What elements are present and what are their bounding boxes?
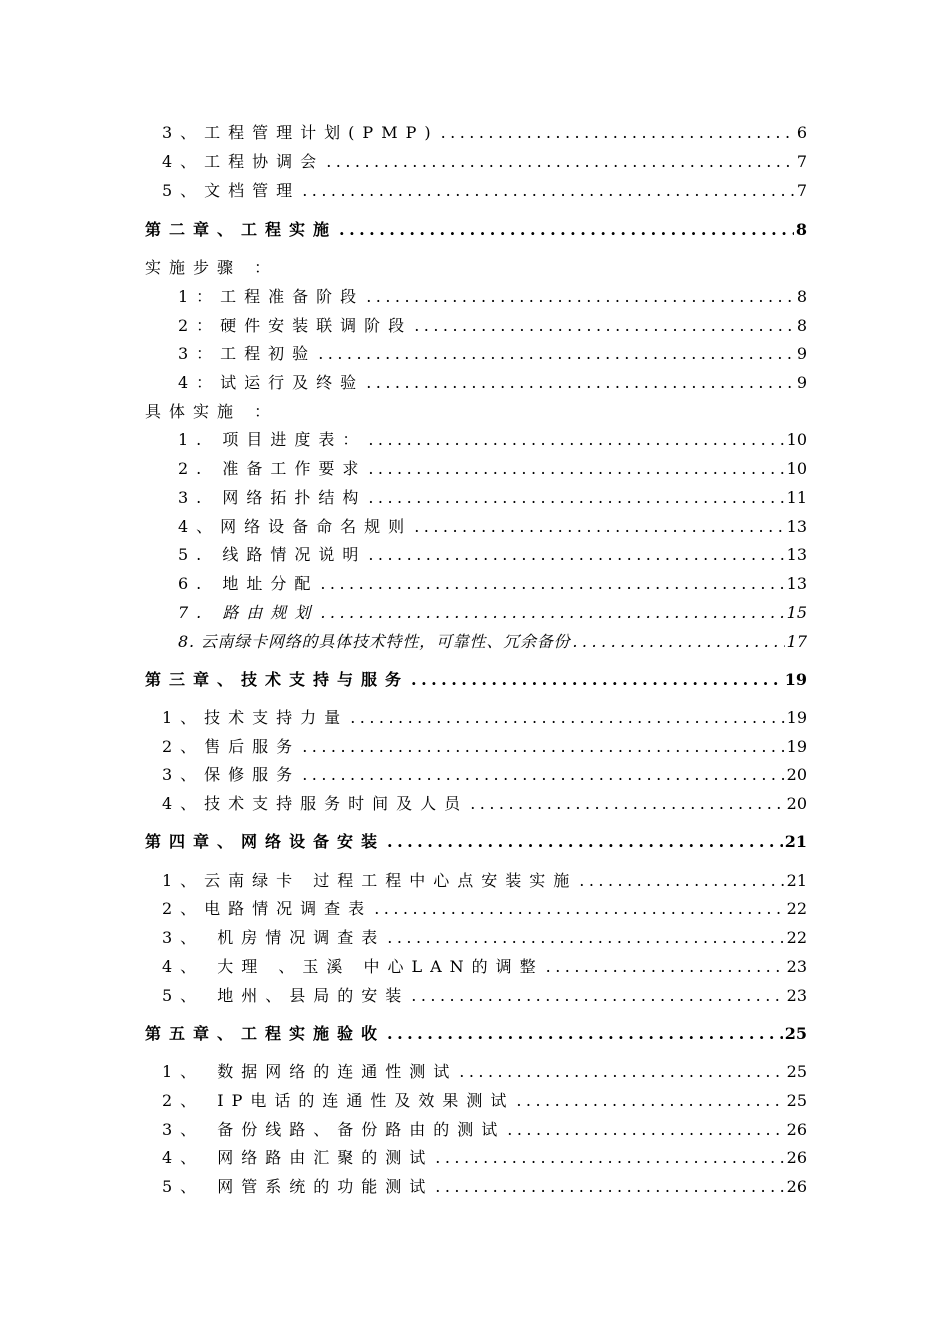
dot-leader <box>387 831 783 853</box>
dot-leader <box>366 372 795 394</box>
toc-entry-step-3[interactable] <box>178 343 807 365</box>
toc-entry-text: 1、 数据网络的连通性测试 <box>162 1062 458 1081</box>
toc-entry-text: 5、 网管系统的功能测试 <box>162 1177 434 1196</box>
toc-chapter-3[interactable] <box>145 669 807 691</box>
toc-entry-text: 8. 云南绿卡网络的具体技术特性，可靠性、冗余备份 <box>178 632 571 651</box>
toc-entry-ch5-5[interactable] <box>162 1176 807 1198</box>
toc-entry-text: 5. 线路情况说明 <box>178 545 367 564</box>
toc-entry-detail-1[interactable] <box>178 429 807 451</box>
dot-leader <box>318 343 795 365</box>
toc-page-number: 23 <box>786 986 807 1005</box>
dot-leader <box>374 898 784 920</box>
dot-leader <box>320 573 784 595</box>
dot-leader <box>579 870 784 892</box>
toc-entry-text: 4、 大理 、玉溪 中心LAN的调整 <box>162 957 544 976</box>
toc-entry-ch3-4[interactable] <box>162 793 807 815</box>
toc-entry-ch5-4[interactable] <box>162 1147 807 1169</box>
toc-entry-text: 1、云南绿卡 过程工程中心点安装实施 <box>162 871 578 890</box>
toc-entry-ch4-5[interactable] <box>162 985 807 1007</box>
toc-chapter-title: 第三章、技术支持与服务 <box>145 670 410 689</box>
toc-entry-detail-5[interactable] <box>178 544 807 566</box>
toc-entry-text: 3、工程管理计划(PMP) <box>162 123 439 142</box>
dot-leader <box>572 631 784 653</box>
dot-leader <box>302 764 784 786</box>
toc-entry-ch4-4[interactable] <box>162 956 807 978</box>
toc-entry-text: 3、 备份线路、备份路由的测试 <box>162 1120 506 1139</box>
toc-entry-ch4-2[interactable] <box>162 898 807 920</box>
toc-entry-ch1-5[interactable] <box>162 180 807 202</box>
toc-entry-detail-3[interactable] <box>178 487 807 509</box>
dot-leader <box>516 1090 784 1112</box>
toc-subheading-detail: 具体实施 ： <box>145 402 279 421</box>
dot-leader <box>414 516 784 538</box>
toc-chapter-4[interactable] <box>145 831 807 853</box>
toc-page-number: 9 <box>796 373 807 392</box>
toc-page-number: 7 <box>796 152 807 171</box>
dot-leader <box>302 736 784 758</box>
toc-page-number: 8 <box>796 316 807 335</box>
toc-entry-ch3-3[interactable] <box>162 764 807 786</box>
toc-page-number: 26 <box>786 1148 807 1167</box>
dot-leader <box>368 429 784 451</box>
dot-leader <box>387 1023 783 1045</box>
dot-leader <box>350 707 784 729</box>
toc-chapter-title: 第四章、网络设备安装 <box>145 832 386 851</box>
dot-leader <box>507 1119 784 1141</box>
toc-page-number: 17 <box>786 632 807 651</box>
dot-leader <box>302 180 795 202</box>
toc-page-number: 7 <box>796 181 807 200</box>
toc-entry-text: 5、文档管理 <box>162 181 301 200</box>
toc-entry-text: 4：试运行及终验 <box>178 373 365 392</box>
dot-leader <box>320 602 784 624</box>
toc-page-number: 13 <box>786 574 807 593</box>
toc-entry-ch3-1[interactable] <box>162 707 807 729</box>
toc-page-number: 22 <box>786 928 807 947</box>
dot-leader <box>411 669 783 691</box>
toc-page-number: 19 <box>786 708 807 727</box>
toc-entry-text: 4、网络设备命名规则 <box>178 517 413 536</box>
toc-page-number: 23 <box>786 957 807 976</box>
toc-entry-text: 3. 网络拓扑结构 <box>178 488 367 507</box>
toc-page-number: 11 <box>786 488 807 507</box>
toc-entry-ch3-2[interactable] <box>162 736 807 758</box>
toc-entry-detail-8[interactable] <box>178 631 807 653</box>
toc-page-number: 19 <box>786 737 807 756</box>
toc-entry-text: 4、 网络路由汇聚的测试 <box>162 1148 434 1167</box>
toc-page-number: 25 <box>784 1024 807 1043</box>
toc-page-number: 20 <box>786 794 807 813</box>
dot-leader <box>546 956 785 978</box>
toc-entry-text: 6. 地址分配 <box>178 574 319 593</box>
dot-leader <box>435 1176 784 1198</box>
toc-entry-ch1-3[interactable] <box>162 122 807 144</box>
toc-entry-text: 2、售后服务 <box>162 737 301 756</box>
dot-leader <box>368 544 784 566</box>
toc-page-number: 26 <box>786 1177 807 1196</box>
toc-entry-step-1[interactable] <box>178 286 807 308</box>
toc-entry-step-4[interactable] <box>178 372 807 394</box>
dot-leader <box>459 1061 784 1083</box>
toc-chapter-title: 第五章、工程实施验收 <box>145 1024 386 1043</box>
toc-page-number: 25 <box>786 1062 807 1081</box>
toc-entry-ch4-1[interactable] <box>162 870 807 892</box>
toc-page-number: 13 <box>786 517 807 536</box>
toc-entry-text: 2：硬件安装联调阶段 <box>178 316 413 335</box>
toc-entry-text: 7. 路由规划 <box>178 603 319 622</box>
toc-page-number: 19 <box>784 670 807 689</box>
toc-entry-text: 1：工程准备阶段 <box>178 287 365 306</box>
toc-page-number: 22 <box>786 899 807 918</box>
toc-page-number: 21 <box>786 871 807 890</box>
toc-entry-detail-7[interactable] <box>178 602 807 624</box>
toc-entry-text: 2. 准备工作要求 <box>178 459 367 478</box>
dot-leader <box>326 151 795 173</box>
toc-entry-ch1-4[interactable] <box>162 151 807 173</box>
toc-entry-text: 1. 项目进度表： <box>178 430 367 449</box>
dot-leader <box>387 927 784 949</box>
toc-page-number: 25 <box>786 1091 807 1110</box>
dot-leader <box>339 219 794 241</box>
dot-leader <box>368 458 784 480</box>
toc-entry-step-2[interactable] <box>178 315 807 337</box>
toc-chapter-2[interactable] <box>145 219 807 241</box>
toc-entry-ch5-2[interactable] <box>162 1090 807 1112</box>
toc-entry-text: 4、技术支持服务时间及人员 <box>162 794 469 813</box>
toc-entry-ch5-1[interactable] <box>162 1061 807 1083</box>
toc-subheading-steps: 实施步骤 ： <box>145 258 279 277</box>
toc-page-number: 20 <box>786 765 807 784</box>
toc-page-number: 21 <box>784 832 807 851</box>
toc-entry-text: 4、工程协调会 <box>162 152 325 171</box>
toc-entry-text: 1、技术支持力量 <box>162 708 349 727</box>
toc-page-number: 8 <box>795 220 807 239</box>
toc-page-number: 6 <box>796 123 807 142</box>
dot-leader <box>441 122 795 144</box>
dot-leader <box>411 985 784 1007</box>
dot-leader <box>470 793 784 815</box>
toc-page-number: 10 <box>786 459 807 478</box>
toc-entry-text: 2、 IP电话的连通性及效果测试 <box>162 1091 515 1110</box>
toc-entry-ch4-3[interactable] <box>162 927 807 949</box>
toc-entry-ch5-3[interactable] <box>162 1119 807 1141</box>
dot-leader <box>366 286 795 308</box>
dot-leader <box>368 487 784 509</box>
toc-entry-text: 5、 地州、县局的安装 <box>162 986 410 1005</box>
toc-page-number: 26 <box>786 1120 807 1139</box>
toc-entry-detail-6[interactable] <box>178 573 807 595</box>
toc-page-number: 15 <box>786 603 807 622</box>
toc-page-number: 13 <box>786 545 807 564</box>
toc-entry-text: 3、 机房情况调查表 <box>162 928 386 947</box>
toc-entry-text: 2、电路情况调查表 <box>162 899 373 918</box>
toc-entry-detail-4[interactable] <box>178 516 807 538</box>
toc-entry-text: 3、保修服务 <box>162 765 301 784</box>
dot-leader <box>414 315 795 337</box>
toc-page-number: 9 <box>796 344 807 363</box>
dot-leader <box>435 1147 784 1169</box>
toc-chapter-title: 第二章、工程实施 <box>145 220 338 239</box>
toc-entry-detail-2[interactable] <box>178 458 807 480</box>
toc-page-number: 10 <box>786 430 807 449</box>
toc-page-number: 8 <box>796 287 807 306</box>
toc-entry-text: 3：工程初验 <box>178 344 317 363</box>
toc-chapter-5[interactable] <box>145 1023 807 1045</box>
